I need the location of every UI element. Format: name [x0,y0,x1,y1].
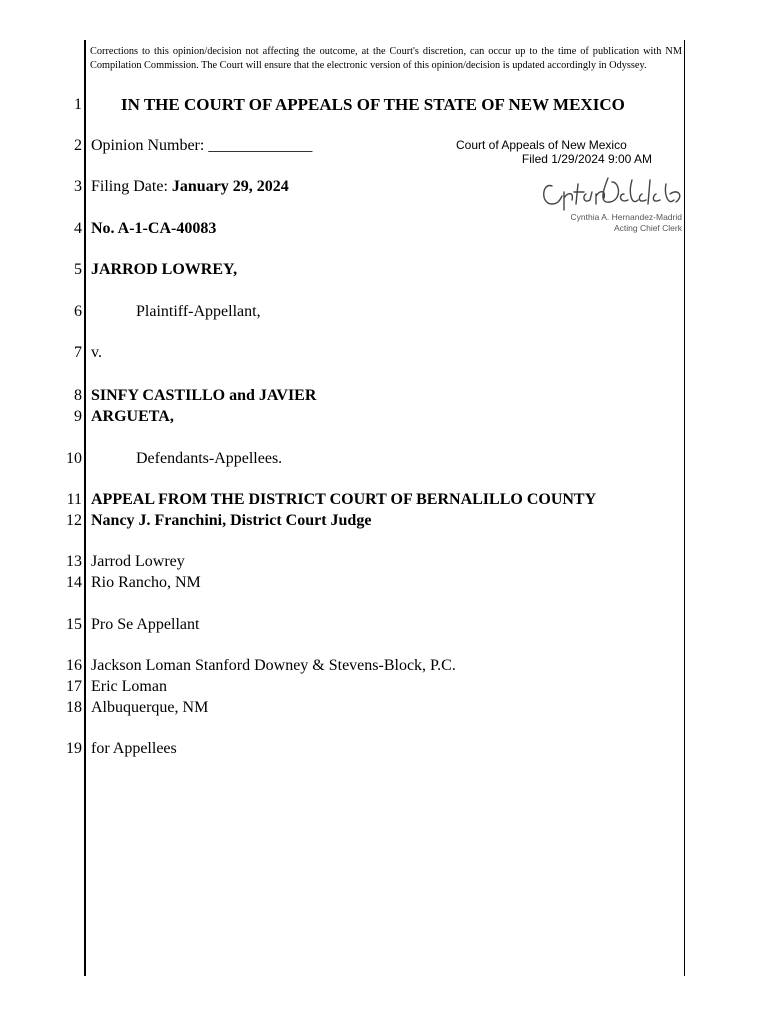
line-number: 4 [74,220,82,237]
line-6 [0,302,700,322]
line-number: 9 [74,408,82,425]
line-10 [0,449,700,469]
plaintiff-role: Plaintiff-Appellant, [136,303,261,320]
line-number: 10 [66,450,82,467]
line-number: 18 [66,699,82,716]
line-number: 14 [66,574,82,591]
signature-image [538,174,684,214]
versus: v. [91,344,102,361]
line-number: 19 [66,740,82,757]
appellee-designation: for Appellees [91,740,177,757]
line-1 [0,95,700,115]
corrections-notice: Corrections to this opinion/decision not affecting the outcome, at the Court's discretion, can occur up to the time of publication with NM Compilation Commission. The Court will ensure that the electronic version of this opinion/decision is updated accordingly in Odyssey. [90,46,682,71]
defendant-names-cont: ARGUETA, [91,408,174,425]
line-16 [0,656,700,676]
filing-date [91,177,289,197]
district-judge: Nancy J. Franchini, District Court Judge [91,512,372,529]
case-number: No. A-1-CA-40083 [91,220,217,237]
line-14 [0,573,700,593]
stamp-court: Court of Appeals of New Mexico [456,138,627,152]
defendant-role: Defendants-Appellees. [136,450,283,467]
line-18 [0,698,700,718]
clerk-title: Acting Chief Clerk [613,223,682,233]
appellee-city: Albuquerque, NM [91,699,209,716]
line-number: 12 [66,512,82,529]
clerk-name: Cynthia A. Hernandez-Madrid [570,212,682,222]
appellee-firm: Jackson Loman Stanford Downey & Stevens-Block, P.C. [91,657,456,674]
line-12 [0,511,700,531]
line-19 [0,739,700,759]
line-13 [0,552,700,572]
line-9 [0,407,700,427]
line-4 [0,219,700,239]
filing-date-value: January 29, 2024 [171,178,289,195]
defendant-names: SINFY CASTILLO and JAVIER [91,387,317,404]
line-number: 6 [74,303,82,320]
line-number: 5 [74,261,82,278]
line-8 [0,386,700,406]
line-15 [0,615,700,635]
line-number: 11 [66,491,82,508]
stamp-filed: Filed 1/29/2024 9:00 AM [521,152,652,166]
line-number: 13 [66,553,82,570]
line-number: 1 [74,96,82,113]
appeal-source: APPEAL FROM THE DISTRICT COURT OF BERNALILLO COUNTY [91,491,597,508]
court-heading: IN THE COURT OF APPEALS OF THE STATE OF NEW MEXICO [121,95,625,114]
line-number: 7 [74,344,82,361]
line-5 [0,260,700,280]
appellant-name: Jarrod Lowrey [91,553,185,570]
appellee-attorney: Eric Loman [91,678,167,695]
line-number: 15 [66,616,82,633]
line-7 [0,343,700,363]
opinion-number: Opinion Number: _____________ [91,137,313,154]
appellant-city: Rio Rancho, NM [91,574,201,591]
line-number: 16 [66,657,82,674]
line-number: 17 [66,678,82,695]
filing-stamp [440,138,652,166]
line-number: 3 [74,178,82,195]
filing-date-label: Filing Date: [91,178,172,195]
line-number: 2 [74,137,82,154]
line-17 [0,677,700,697]
line-number: 8 [74,387,82,404]
line-11 [0,490,700,510]
plaintiff-name: JARROD LOWREY, [91,261,238,278]
appellant-designation: Pro Se Appellant [91,616,200,633]
